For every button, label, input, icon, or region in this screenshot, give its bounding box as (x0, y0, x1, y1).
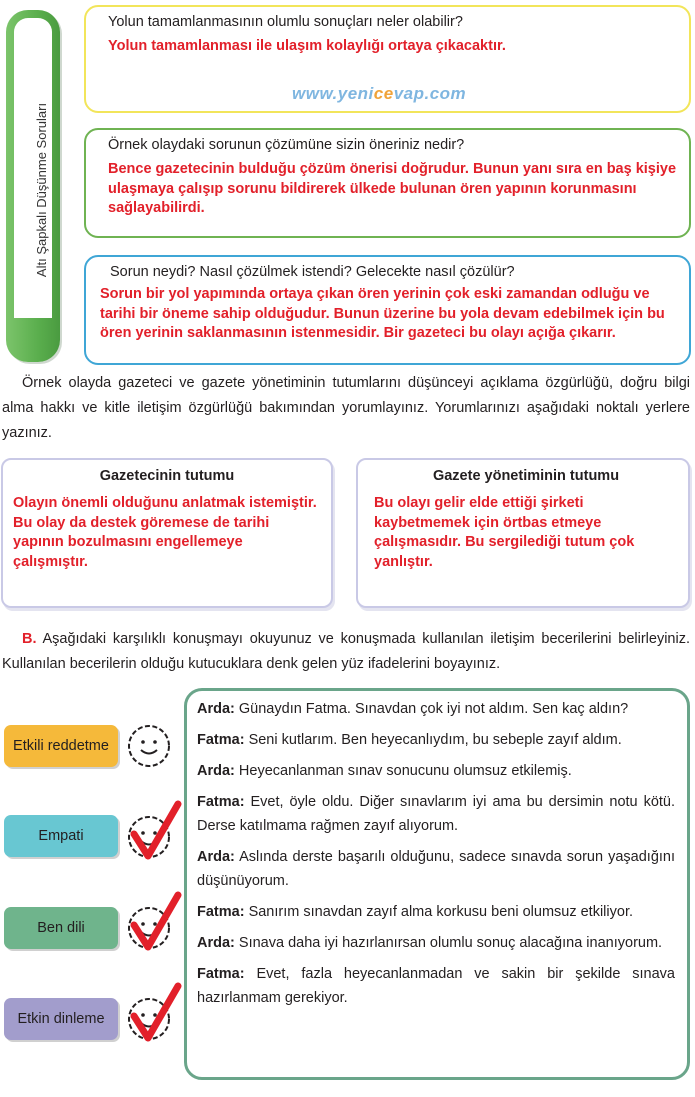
answer-text[interactable]: Yolun tamamlanması ile ulaşım kolaylığı ortaya çıkacaktır. (108, 38, 506, 54)
section-b-letter: B. (22, 631, 37, 647)
side-tab-label: Altı Şapkalı Düşünme Soruları (34, 102, 49, 278)
checkmark-icon (130, 982, 182, 1044)
smiley-face-1[interactable] (126, 723, 172, 769)
stance-title: Gazete yönetiminin tutumu (432, 468, 620, 484)
dialogue-line: Arda: Günaydın Fatma. Sınavdan çok iyi not aldım. Sen kaç aldın? (197, 701, 629, 717)
dialogue-line: Fatma: Sanırım sınavdan zayıf alma korkusu beni olumsuz etkiliyor. (197, 904, 633, 920)
dialogue-line: Fatma: Evet, öyle oldu. Diğer sınavlarım iyi ama bu dersimin notu kötü. Derse katılmama rağmen zayıf alıyorum. (197, 794, 675, 834)
question-text: Yolun tamamlanmasının olumlu sonuçları neler olabilir? (108, 14, 463, 30)
skill-empati: Empati (4, 815, 118, 857)
question-text: Sorun neydi? Nasıl çözülmek istendi? Gelecekte nasıl çözülür? (110, 264, 515, 280)
dialogue-line: Arda: Aslında derste başarılı olduğunu, sadece sınavda sorun yaşadığını düşünüyorum. (197, 849, 675, 889)
skill-etkin-dinleme: Etkin dinleme (4, 998, 118, 1040)
side-tab (6, 10, 60, 362)
dialogue-line: Arda: Heyecanlanman sınav sonucunu olumsuz etkilemiş. (197, 763, 572, 779)
skill-etkili-reddetme: Etkili reddetme (4, 725, 118, 767)
dialogue-line: Arda: Sınava daha iyi hazırlanırsan olumlu sonuç alacağına inanıyorum. (197, 935, 663, 951)
checkmark-icon (130, 891, 182, 953)
section-b-instruction: B. Aşağıdaki karşılıklı konuşmayı okuyunuz ve konuşmada kullanılan iletişim becerilerini belirleyiniz. Kullanılan becerilerin olduğu kutucuklara denk gelen yüz ifadelerini boyayınız. (2, 631, 690, 672)
stance-title: Gazetecinin tutumu (99, 468, 235, 484)
question-box-3 (84, 255, 691, 365)
dialogue-line: Fatma: Seni kutlarım. Ben heyecanlıydım, bu sebeple zayıf aldım. (197, 732, 622, 748)
smiley-icon (126, 723, 172, 769)
answer-text[interactable]: Bence gazetecinin bulduğu çözüm önerisi doğrudur. Bunun yanı sıra en baş kişiye ulaşmaya çalışıp sorunu bildirerek ülkede bulunan ören yapının korunmasını sağlayabilirdi. (108, 161, 677, 216)
stance-answer[interactable]: Bu olayı gelir elde ettiği şirketi kaybetmemek için örtbas etmeye çalışmasıdır. Bu sergilediği tutum çok yanlıştır. (374, 495, 635, 570)
question-text: Örnek olaydaki sorunun çözümüne sizin öneriniz nedir? (108, 137, 465, 153)
dialogue-box (184, 688, 690, 1080)
journalist-stance-box (1, 458, 333, 608)
newspaper-stance-box (356, 458, 690, 608)
skill-ben-dili: Ben dili (4, 907, 118, 949)
stance-answer[interactable]: Olayın önemli olduğunu anlatmak istemiştir. Bu olay da destek göremese de tarihi yapının bozulmasını engellemeye çalışmıştır. (13, 495, 317, 570)
watermark: www.yenicevap.com (292, 84, 467, 103)
answer-text[interactable]: Sorun bir yol yapımında ortaya çıkan ören yerinin çok eski zamandan odluğu ve tarihi bir öneme sahip olduğudur. Bunun üzerine bu yola devam edebilmek için bu ören yerinin saklanmasının istenmesidir. Bir gazeteci bu olayı açığa çıkarır. (100, 286, 665, 341)
checkmark-icon (130, 800, 182, 862)
instruction-paragraph: Örnek olayda gazeteci ve gazete yönetiminin tutumlarını düşünceyi açıklama özgürlüğü, doğru bilgi alma hakkı ve kitle iletişim özgürlüğü bakımından yorumlayınız. Yorumlarınızı aşağıdaki noktalı yerlere yazınız. (2, 375, 690, 441)
dialogue-line: Fatma: Evet, fazla heyecanlanmadan ve sakin bir şekilde sınava hazırlanmam gerekiyor. (197, 966, 675, 1006)
question-box-2 (84, 128, 691, 238)
